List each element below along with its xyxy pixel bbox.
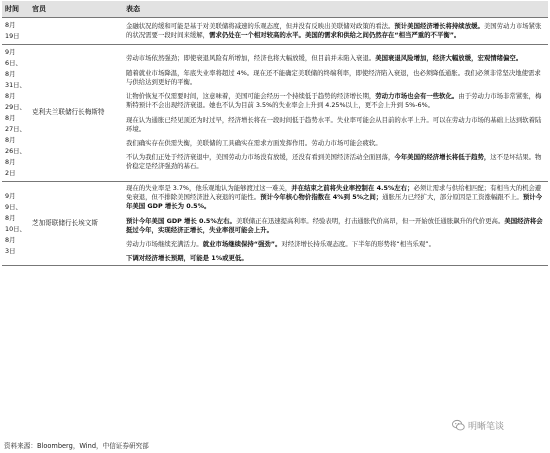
date-line: 3日 [5, 246, 16, 255]
statement-paragraph [126, 54, 545, 63]
statement-text: 我们确实存在供需失衡，美联储的工具确实在需求方面发挥作用。劳动力市场可能会疲软。 [126, 138, 382, 147]
statement-paragraph [126, 184, 545, 212]
statement-highlight: 预计今年美国 GDP 增长 0.5%左右。 [126, 216, 236, 225]
date-line: 8月 [5, 92, 16, 100]
statement-highlight: 下调对经济增长预期，可能是 1%或更低。 [126, 254, 248, 263]
header-time: 时间 [2, 1, 29, 18]
statement-text: 现在的失业率是 3.7%，他乐观地认为能够渡过这一难关， [126, 184, 292, 192]
statement-text: 随着就业市场降温，年底失业率将超过 4%。现在还不能确定美联储的终端利率，即使经济陷入衰退，也必须降低通胀。我们必须非常坚决地使需求与供给达到更好的平衡。 [126, 68, 541, 86]
statement-highlight: 预计今年美国 GDP 增长为 0.5%。 [126, 193, 542, 211]
statement-paragraph [126, 139, 545, 148]
time-cell [2, 182, 29, 266]
date-line: 8月 [5, 114, 16, 122]
statement-text: 不认为我们正处于经济衰退中，美国劳动力市场没有放缓，还没有看到美国经济活动全面回落， [126, 153, 395, 162]
fed-officials-table [2, 1, 548, 266]
date-line: 19日 [5, 32, 20, 40]
official-cell [29, 18, 123, 45]
statement-paragraph [126, 116, 545, 134]
statement-highlight: 预计美国经济增长将持续放缓。 [394, 21, 484, 30]
statement-cell [123, 18, 548, 45]
table-row [2, 18, 548, 45]
statement-text: 对经济增长持乐观态度。下半年的形势将“相当乐观”。 [281, 240, 435, 249]
statement-text: 必须让需求与供给相匹配；有相当大的机会避免衰退，但不排除美国经济进入衰退的可能性。 [126, 184, 542, 202]
table-row [2, 45, 548, 182]
statement-text: 劳动市场依然强劲；即使衰退风险有所增加，经济也将大幅放缓，但目前并未陷入衰退。 [126, 54, 376, 63]
statement-cell [123, 45, 548, 182]
statement-highlight: 美国经济将会挺过今年，实现经济正增长，失业率很可能会上升。 [126, 216, 543, 234]
statement-cell [123, 182, 548, 266]
time-cell [2, 45, 29, 182]
table-row [2, 182, 548, 266]
date-line: 10日、 [5, 224, 26, 233]
statement-highlight: 美国的需求和供给之间仍然存在“相当严重的不平衡”。 [304, 31, 461, 39]
statement-paragraph [126, 254, 545, 263]
statement-highlight: 就业市场继续保持“强劲”。 [202, 240, 282, 249]
statement-highlight: 并在结束之前将失业率控制在 4.5%左右； [291, 184, 414, 192]
statement-highlight: 美国衰退风险增加，经济大幅放缓，宏观情绪偏空。 [375, 54, 523, 63]
date-line: 9月 [5, 191, 16, 200]
statement-text: 这不是坏结果。物价稳定是经济强劲的基石。 [126, 153, 542, 171]
statement-paragraph [126, 22, 545, 40]
time-cell [2, 18, 29, 45]
date-line: 9月 [5, 48, 16, 56]
header-official: 官员 [29, 1, 123, 18]
header-statement: 表态 [123, 1, 548, 18]
statement-text: 由于劳动力市场非常紧张，梅斯特预计不会出现经济衰退。她也不认为目前 3.5%的失业率会上升到 4.25%以上，更不会上升到 5%-6%。 [126, 92, 542, 110]
statement-paragraph [126, 92, 545, 110]
date-line: 2日 [5, 169, 16, 177]
source-note: 资料来源：Bloomberg，Wind，中信证券研究部 [4, 442, 149, 450]
table-header-row [2, 1, 548, 18]
statement-text: 现在认为通胀已经见顶还为时过早，经济增长将在一段时间低于趋势水平。失业率可能会从目前的水平上升。可以在劳动力市场的基础上达到软着陆环境。 [126, 115, 542, 133]
date-line: 8月 [5, 70, 16, 78]
statement-text: 美国劳动力市场紧张的状况需要一段时间来缓解， [126, 21, 542, 39]
date-line: 26日、 [5, 147, 26, 155]
date-line: 8月 [5, 21, 16, 29]
statement-highlight: 预计今年核心物价指数在 4%到 5%之间； [260, 193, 383, 202]
watermark-text: 明晰笔谈 [468, 422, 505, 432]
date-line: 8月 [5, 158, 16, 166]
date-line: 8月 [5, 136, 16, 144]
wechat-icon [452, 419, 465, 432]
date-line: 27日、 [5, 125, 26, 133]
date-line: 8月 [5, 213, 16, 222]
official-cell: 芝加哥联储行长埃文斯 [29, 182, 123, 266]
watermark [452, 419, 504, 432]
date-line: 8月 [5, 235, 16, 244]
statement-highlight: 需求仍处在一个相对较高的水平。 [209, 31, 305, 39]
statement-paragraph [126, 217, 545, 235]
statement-text: 美联储正在迅速提高利率。经验表明，打击通胀代价高昂，但一开始放任通胀飙升的代价更高。 [235, 216, 505, 225]
statement-text: 金融状况的缓和可能是基于对美联储将减速的乐观态度，但并没有反映出美联储对政策的看法。 [126, 21, 395, 30]
statement-text: 劳动力市场继续充满活力。 [126, 240, 203, 249]
date-line: 31日、 [5, 81, 26, 89]
statement-text: 让物价恢复不仅需要时间，这意味着，美国可能会经历一个持续低于趋势的经济增长期， [126, 92, 376, 101]
statement-text: 通胀压力已经扩大，部分原因是工资涨幅跟不上。 [382, 193, 523, 202]
date-line: 6日、 [5, 59, 22, 67]
statement-highlight: 今年美国的经济增长将低于趋势， [394, 153, 491, 162]
statement-paragraph [126, 240, 545, 249]
official-cell: 克利夫兰联储行长梅斯特 [29, 45, 123, 182]
date-line: 29日、 [5, 103, 26, 111]
statement-paragraph [126, 69, 545, 87]
statement-paragraph [126, 153, 545, 171]
statement-highlight: 劳动力市场也会有一些软化。 [375, 92, 459, 101]
date-line: 9日、 [5, 202, 22, 211]
